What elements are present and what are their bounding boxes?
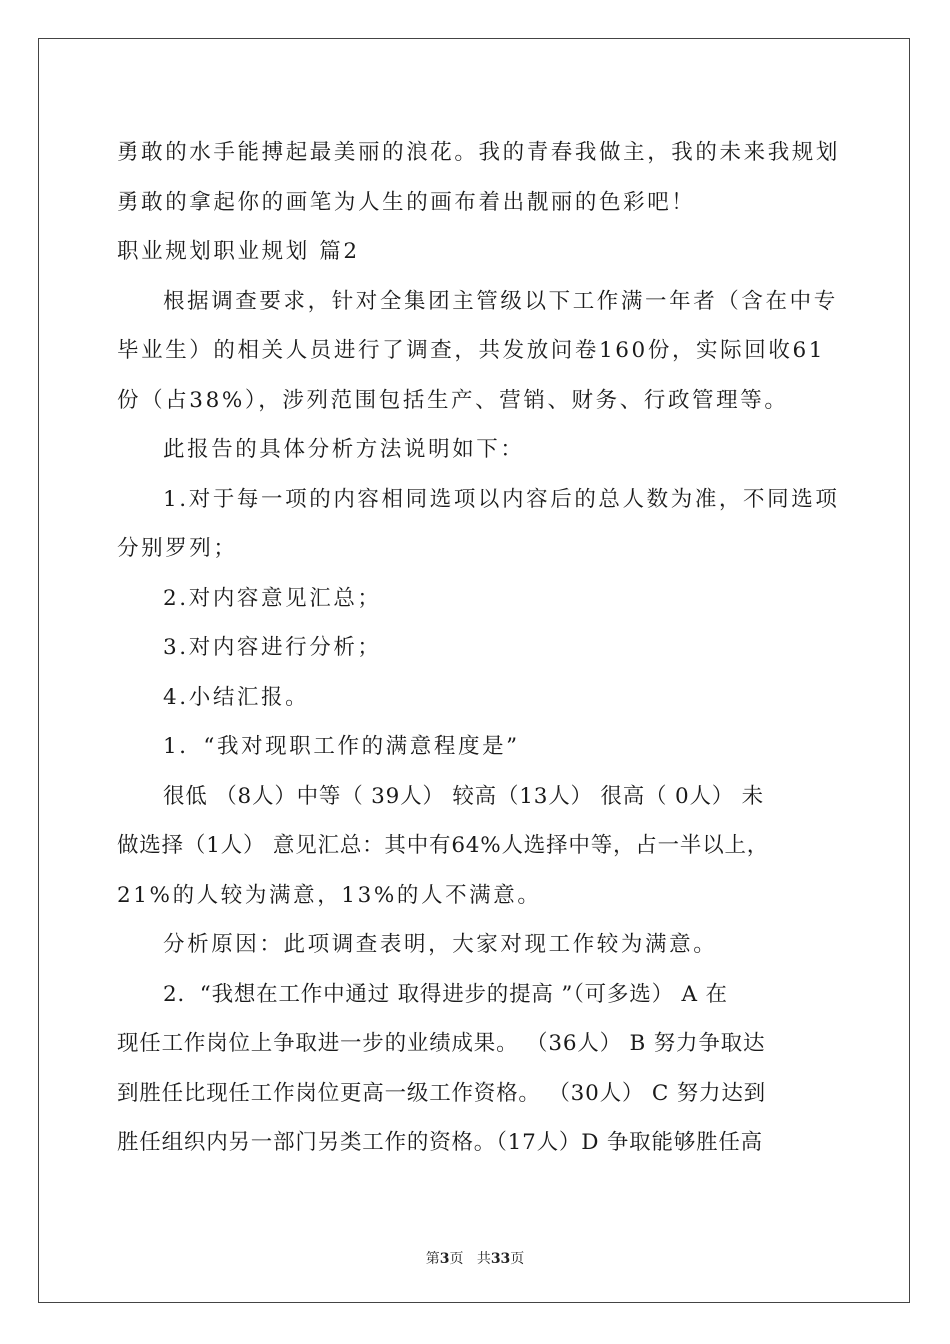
paragraph-line: 勇敢的拿起你的画笔为人生的画布着出靓丽的色彩吧！ (117, 189, 696, 215)
paragraph-line: 此报告的具体分析方法说明如下： (163, 437, 525, 462)
total-prefix: 共 (476, 1251, 491, 1267)
list-item: 4.小结汇报。 (163, 684, 310, 710)
total-suffix: 页 (510, 1251, 525, 1267)
document-body (117, 128, 841, 1168)
survey-question: 2．“我想在工作中通过 取得进步的提高 ”（可多选） A 在 (163, 981, 728, 1007)
current-page-number: 3 (439, 1251, 450, 1267)
page-footer (0, 1248, 950, 1268)
list-item: 2.对内容意见汇总； (163, 585, 382, 611)
page-suffix: 页 (449, 1251, 464, 1267)
paragraph-line: 到胜任比现任工作岗位更高一级工作资格。 （30人） C 努力达到 (117, 1080, 766, 1106)
total-page-number: 33 (490, 1251, 511, 1267)
paragraph-line: 胜任组织内另一部门另类工作的资格。（17人）D 争取能够胜任高 (117, 1130, 763, 1155)
paragraph-line: 分析原因：此项调查表明，大家对现工作较为满意。 (163, 932, 718, 957)
page-prefix: 第 (425, 1251, 440, 1267)
paragraph-line: 21%的人较为满意，13%的人不满意。 (117, 882, 542, 908)
paragraph-line: 很低 （8人）中等（ 39人） 较高（13人） 很高（ 0人） 未 (163, 783, 764, 809)
list-item-continuation: 分别罗列； (117, 536, 238, 561)
paragraph-line: 现任工作岗位上争取进一步的业绩成果。 （36人） B 努力争取达 (117, 1031, 766, 1056)
paragraph-line: 份（占38%），涉列范围包括生产、营销、财务、行政管理等。 (117, 387, 789, 413)
paragraph-line: 勇敢的水手能搏起最美丽的浪花。我的青春我做主，我的未来我规划 (117, 140, 841, 165)
paragraph-line: 根据调查要求，针对全集团主管级以下工作满一年者（含在中专 (163, 288, 838, 314)
list-item: 1.对于每一项的内容相同选项以内容后的总人数为准，不同选项 (163, 486, 840, 512)
paragraph-line: 做选择（1人） 意见汇总：其中有64%人选择中等，占一半以上， (117, 833, 770, 858)
section-heading: 职业规划职业规划 篇2 (117, 239, 360, 264)
survey-question: 1．“我对现职工作的满意程度是” (163, 734, 520, 759)
list-item: 3.对内容进行分析； (163, 635, 382, 660)
paragraph-line: 毕业生）的相关人员进行了调查，共发放问卷160份，实际回收61 (117, 338, 825, 363)
